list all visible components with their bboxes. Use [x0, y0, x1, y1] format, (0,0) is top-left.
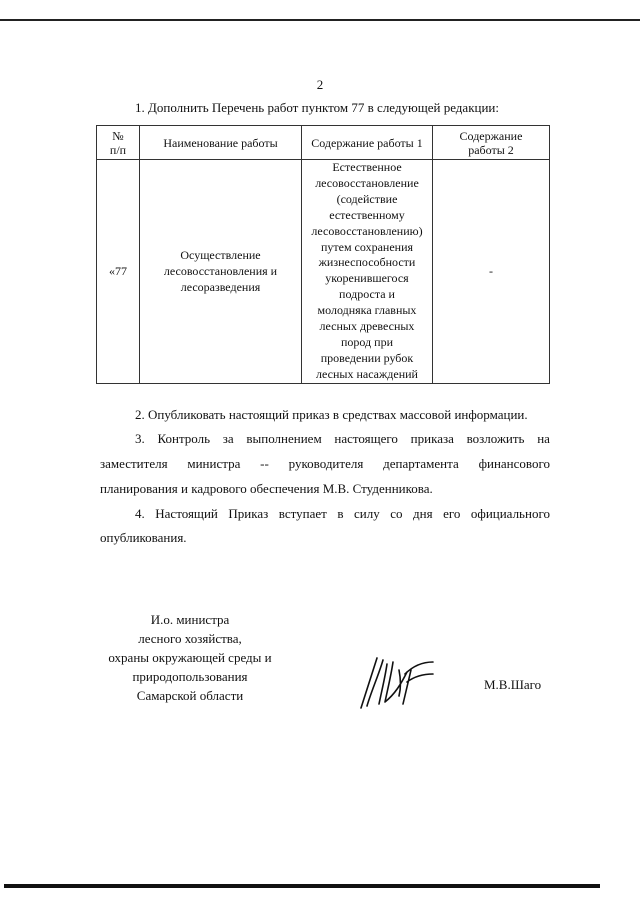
header-content1: Содержание работы 1 [302, 126, 433, 160]
content-line: естественному [329, 207, 405, 222]
row-content2: - [433, 160, 550, 384]
word: финансового [478, 456, 550, 471]
content-line: путем сохранения [320, 239, 414, 254]
content-line: подроста и [339, 287, 395, 302]
paragraph-3-line-1 [135, 431, 550, 447]
content-line: молодняка главных [317, 303, 417, 318]
row-content1 [302, 160, 433, 384]
content-line: Естественное [332, 160, 402, 174]
word: заместителя [100, 456, 168, 471]
table-row [97, 160, 550, 384]
word: Контроль [157, 431, 211, 446]
header-content2-line: Содержание [459, 128, 523, 143]
word: руководителя [288, 456, 364, 471]
content-line: пород при [340, 334, 394, 349]
works-table [96, 125, 550, 384]
header-num-line: п/п [109, 142, 127, 157]
row-name-line: Осуществление [180, 248, 261, 263]
row-name-line: лесовосстановления и [163, 264, 278, 279]
word: силу [353, 506, 380, 521]
table-header-row [97, 126, 550, 160]
paragraph-3-line-2 [100, 456, 550, 472]
word: выполнением [246, 431, 322, 446]
row-name [140, 160, 302, 384]
word: Настоящий [155, 506, 218, 521]
handwritten-signature [355, 652, 437, 712]
header-content2 [433, 126, 550, 160]
word: приказа [410, 431, 454, 446]
word: со [390, 506, 403, 521]
word: за [222, 431, 234, 446]
row-name-line: лесоразведения [180, 280, 261, 295]
intro-paragraph: 1. Дополнить Перечень работ пунктом 77 в следующей редакции: [135, 100, 499, 115]
paragraph-4-line-1 [135, 506, 550, 522]
signatory-title [90, 610, 290, 705]
content-line: лесных древесных [319, 319, 415, 334]
content-line: лесовосстановлению) [311, 223, 423, 238]
signatory-line: природопользования [132, 669, 248, 684]
signatory-line: Самарской области [136, 688, 244, 703]
signatory-line: И.о. министра [150, 612, 230, 627]
word: -- [260, 456, 269, 471]
signer-name: М.В.Шаго [484, 677, 542, 692]
row-num: «77 [97, 160, 140, 384]
top-rule [0, 19, 640, 21]
content-line: лесовосстановление [315, 175, 419, 190]
word: 4. [135, 506, 145, 521]
word: Приказ [228, 506, 269, 521]
word: в [337, 506, 344, 521]
word: вступает [278, 506, 327, 521]
content-line: лесных насаждений [316, 366, 418, 381]
word: министра [187, 456, 241, 471]
word: официального [470, 506, 550, 521]
bottom-rule [4, 884, 600, 888]
word: на [537, 431, 550, 446]
word: настоящего [334, 431, 398, 446]
header-num [97, 126, 140, 160]
word: департамента [383, 456, 459, 471]
header-content2-line: работы 2 [468, 142, 514, 157]
content-line: проведении рубок [320, 350, 414, 365]
word: его [443, 506, 461, 521]
page-number: 2 [316, 77, 324, 92]
signatory-line: охраны окружающей среды и [108, 650, 272, 665]
paragraph-2: 2. Опубликовать настоящий приказ в средствах массовой информации. [135, 407, 528, 422]
content-line: укоренившегося [325, 271, 409, 286]
paragraph-4-line-2: опубликования. [100, 530, 187, 545]
word: 3. [135, 431, 145, 446]
word: возложить [466, 431, 525, 446]
paragraph-3-line-3: планирования и кадрового обеспечения М.В. Студенникова. [100, 481, 433, 496]
content-line: (содействие [336, 191, 398, 206]
header-name: Наименование работы [140, 126, 302, 160]
word: дня [413, 506, 433, 521]
content-line: жизнеспособности [318, 255, 416, 270]
header-num-line: № [112, 128, 124, 143]
signatory-line: лесного хозяйства, [138, 631, 242, 646]
